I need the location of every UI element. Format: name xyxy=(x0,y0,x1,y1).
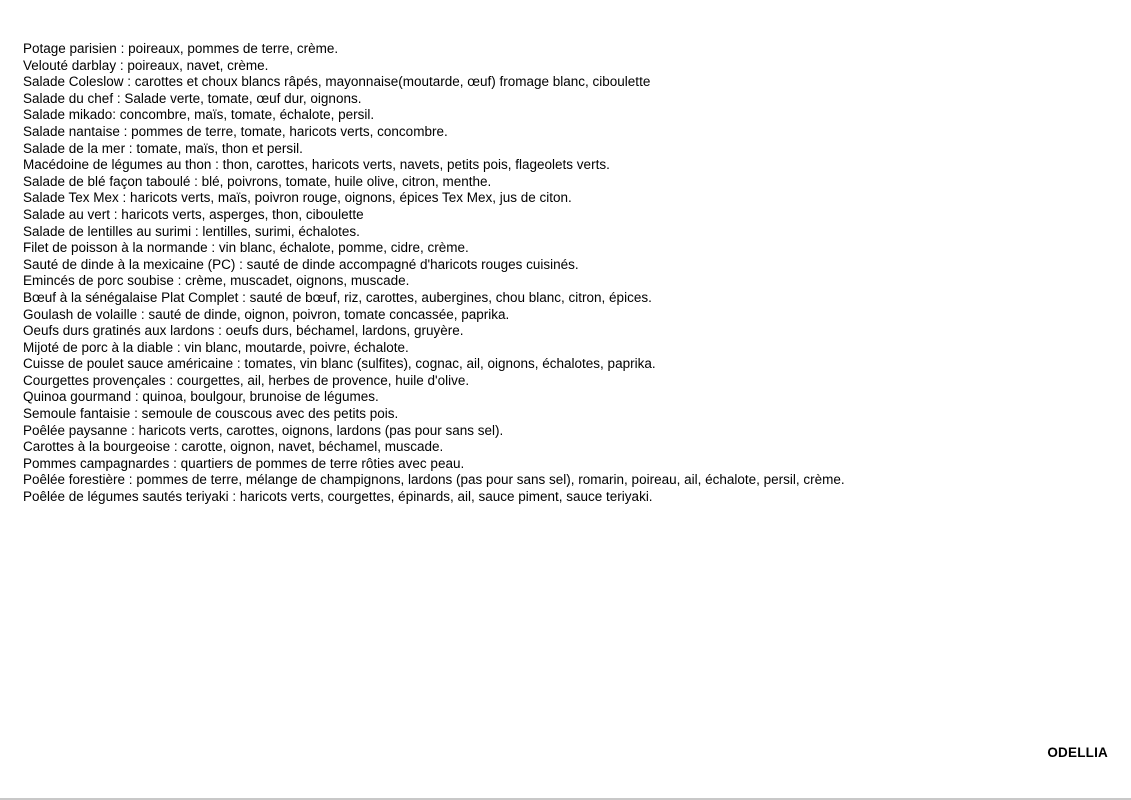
menu-line: Velouté darblay : poireaux, navet, crème. xyxy=(23,57,269,73)
menu-line: Cuisse de poulet sauce américaine : tomates, vin blanc (sulfites), cognac, ail, oignons, échalotes, paprika. xyxy=(23,356,656,372)
menu-line: Filet de poisson à la normande : vin blanc, échalote, pomme, cidre, crème. xyxy=(23,240,469,256)
menu-line: Poêlée forestière : pommes de terre, mélange de champignons, lardons (pas pour sans sel), romarin, poireau, ail, échalote, persil, crème. xyxy=(23,472,845,488)
menu-line: Poêlée de légumes sautés teriyaki : haricots verts, courgettes, épinards, ail, sauce piment, sauce teriyaki. xyxy=(23,489,653,505)
menu-line: Courgettes provençales : courgettes, ail, herbes de provence, huile d'olive. xyxy=(23,372,470,388)
menu-line: Salade mikado: concombre, maïs, tomate, échalote, persil. xyxy=(23,107,375,123)
menu-line: Semoule fantaisie : semoule de couscous avec des petits pois. xyxy=(23,406,399,422)
menu-line: Oeufs durs gratinés aux lardons : oeufs durs, béchamel, lardons, gruyère. xyxy=(23,323,464,339)
menu-line: Sauté de dinde à la mexicaine (PC) : sauté de dinde accompagné d'haricots rouges cuisinés. xyxy=(23,256,579,272)
menu-line: Salade de blé façon taboulé : blé, poivrons, tomate, huile olive, citron, menthe. xyxy=(23,173,492,189)
menu-line: Salade du chef : Salade verte, tomate, œuf dur, oignons. xyxy=(23,90,362,106)
menu-line: Quinoa gourmand : quinoa, boulgour, brunoise de légumes. xyxy=(23,389,379,405)
menu-line: Salade de lentilles au surimi : lentilles, surimi, échalotes. xyxy=(23,223,360,239)
menu-line: Salade de la mer : tomate, maïs, thon et persil. xyxy=(23,140,303,156)
menu-line: Emincés de porc soubise : crème, muscadet, oignons, muscade. xyxy=(23,273,410,289)
menu-line: Salade Coleslow : carottes et choux blancs râpés, mayonnaise(moutarde, œuf) fromage blanc, ciboulette xyxy=(23,74,651,90)
menu-line: Carottes à la bourgeoise : carotte, oignon, navet, béchamel, muscade. xyxy=(23,439,444,455)
menu-line: Mijoté de porc à la diable : vin blanc, moutarde, poivre, échalote. xyxy=(23,339,409,355)
menu-line: Bœuf à la sénégalaise Plat Complet : sauté de bœuf, riz, carottes, aubergines, chou blanc, citron, épices. xyxy=(23,289,652,305)
menu-line: Goulash de volaille : sauté de dinde, oignon, poivron, tomate concassée, paprika. xyxy=(23,306,510,322)
menu-line: Pommes campagnardes : quartiers de pommes de terre rôties avec peau. xyxy=(23,455,465,471)
menu-line: Macédoine de légumes au thon : thon, carottes, haricots verts, navets, petits pois, flageolets verts. xyxy=(23,157,610,173)
menu-line: Poêlée paysanne : haricots verts, carottes, oignons, lardons (pas pour sans sel). xyxy=(23,422,504,438)
menu-description-list xyxy=(23,41,845,506)
menu-line: Potage parisien : poireaux, pommes de terre, crème. xyxy=(23,41,339,56)
menu-line: Salade Tex Mex : haricots verts, maïs, poivron rouge, oignons, épices Tex Mex, jus de citon. xyxy=(23,190,572,206)
brand-name: ODELLIA xyxy=(1047,745,1108,760)
menu-line: Salade nantaise : pommes de terre, tomate, haricots verts, concombre. xyxy=(23,123,448,139)
menu-line: Salade au vert : haricots verts, asperges, thon, ciboulette xyxy=(23,206,364,222)
